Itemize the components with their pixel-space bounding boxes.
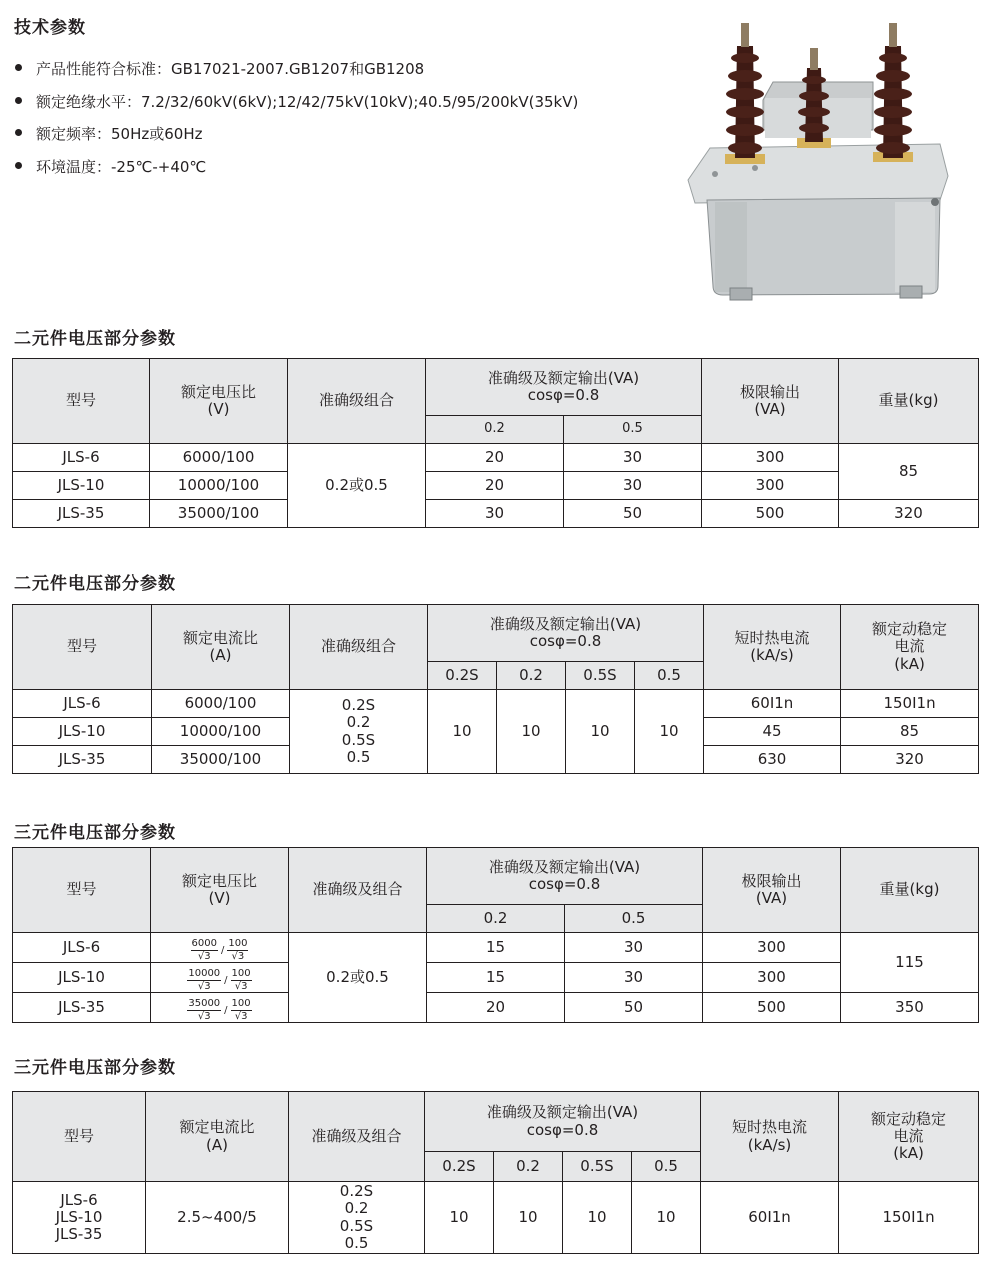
cell-output: 30	[564, 444, 702, 472]
header-limit	[703, 848, 841, 933]
subheader-class: 0.2S	[428, 662, 497, 690]
subheader-class: 0.5S	[563, 1152, 632, 1182]
header-output	[426, 359, 702, 416]
bullet-dot-icon	[15, 97, 22, 104]
cell-model: JLS-6	[13, 444, 150, 472]
class-item: 0.5S	[339, 1216, 374, 1235]
list-item	[14, 156, 578, 189]
denominator: √3	[231, 951, 245, 962]
cell-class-list	[290, 690, 428, 774]
class-item: 0.5S	[341, 730, 376, 749]
cell-class: 0.2或0.5	[289, 933, 427, 1023]
subheader-class: 0.2	[426, 416, 564, 444]
header-class: 准确级组合	[288, 359, 426, 444]
table4-title: 三元件电压部分参数	[14, 1058, 176, 1078]
insulator-right	[873, 23, 913, 162]
header-unit: (V)	[207, 400, 230, 418]
model-item: JLS-6	[60, 1190, 98, 1209]
cell-output: 15	[427, 963, 565, 993]
cell-output: 10	[428, 690, 497, 774]
header-output	[425, 1092, 701, 1152]
header-ratio	[152, 605, 290, 690]
table-two-element-current	[12, 604, 979, 774]
header-ratio	[150, 359, 288, 444]
table-three-element-current	[12, 1091, 979, 1254]
cell-model: JLS-35	[13, 500, 150, 528]
cell-output: 10	[494, 1182, 563, 1254]
cell-output: 30	[565, 933, 703, 963]
header-unit: (kA)	[893, 1144, 924, 1163]
header-model: 型号	[13, 1092, 146, 1182]
cell-dynamic: 150I1n	[841, 690, 979, 718]
cell-thermal: 630	[704, 746, 841, 774]
header-ratio	[151, 848, 289, 933]
table-row	[13, 500, 979, 528]
cell-ratio-fraction	[151, 963, 289, 993]
header-text: 额定电压比	[180, 382, 256, 401]
numerator: 100	[231, 968, 251, 979]
cell-output: 20	[426, 444, 564, 472]
numerator: 100	[228, 938, 248, 949]
header-text: 额定电压比	[181, 871, 257, 890]
subheader-class: 0.5	[632, 1152, 701, 1182]
cell-output: 10	[425, 1182, 494, 1254]
cell-output: 10	[563, 1182, 632, 1254]
cell-output: 10	[497, 690, 566, 774]
header-output	[427, 848, 703, 905]
header-text: 准确级及额定输出(VA)	[487, 368, 640, 387]
cell-weight: 320	[839, 500, 979, 528]
cell-limit: 300	[703, 963, 841, 993]
list-item	[14, 58, 578, 91]
table-row	[13, 963, 979, 993]
numerator: 35000	[188, 998, 221, 1009]
bullet-text: 环境温度：-25℃-+40℃	[36, 157, 207, 176]
class-item: 0.2S	[339, 1182, 374, 1200]
header-unit: cosφ=0.8	[527, 386, 600, 404]
cell-limit: 300	[702, 472, 839, 500]
header-ratio	[146, 1092, 289, 1182]
header-text: 短时热电流	[732, 1118, 808, 1137]
cell-output: 30	[426, 500, 564, 528]
cell-output: 10	[632, 1182, 701, 1254]
header-unit: (kA/s)	[750, 646, 794, 664]
header-output	[428, 605, 704, 662]
class-item: 0.5	[346, 747, 371, 766]
header-unit: cosφ=0.8	[529, 632, 602, 650]
subheader-class: 0.2	[497, 662, 566, 690]
header-text: 极限输出	[741, 871, 802, 890]
header-weight: 重量(kg)	[839, 359, 979, 444]
numerator: 10000	[188, 968, 221, 979]
bullet-text: 额定绝缘水平：7.2/32/60kV(6kV);12/42/75kV(10kV);40.5/95/200kV(35kV)	[36, 92, 579, 111]
class-item: 0.2	[344, 1199, 369, 1218]
subheader-class: 0.5	[565, 905, 703, 933]
subheader-class: 0.2	[427, 905, 565, 933]
cell-weight: 85	[839, 444, 979, 500]
cell-class-list	[289, 1182, 425, 1254]
header-unit: (kA/s)	[747, 1135, 792, 1154]
model-item: JLS-10	[55, 1207, 103, 1226]
header-dynamic	[841, 605, 979, 690]
cell-model: JLS-10	[13, 472, 150, 500]
table-two-element-voltage	[12, 358, 979, 528]
header-unit: (VA)	[755, 889, 788, 907]
table-header-row	[13, 359, 979, 416]
cell-dynamic: 85	[841, 718, 979, 746]
cell-thermal: 60I1n	[701, 1182, 839, 1254]
cell-models	[13, 1182, 146, 1254]
cell-ratio: 6000/100	[150, 444, 288, 472]
header-unit: cosφ=0.8	[528, 875, 601, 893]
table-row	[13, 472, 979, 500]
header-unit: (A)	[206, 1135, 228, 1154]
table-row	[13, 933, 979, 963]
header-thermal	[701, 1092, 839, 1182]
numerator: 6000	[191, 938, 217, 949]
list-item	[14, 123, 578, 156]
header-text: 电流	[894, 637, 925, 656]
cell-output: 10	[566, 690, 635, 774]
header-unit: cosφ=0.8	[526, 1120, 599, 1139]
subheader-class: 0.2S	[425, 1152, 494, 1182]
header-class: 准确级及组合	[289, 1092, 425, 1182]
cell-model: JLS-10	[13, 718, 152, 746]
cell-weight: 350	[841, 993, 979, 1023]
denominator: √3	[234, 1011, 248, 1022]
cell-limit: 300	[702, 444, 839, 472]
cell-class: 0.2或0.5	[288, 444, 426, 528]
table1-title: 二元件电压部分参数	[14, 329, 176, 349]
cell-ratio: 10000/100	[152, 718, 290, 746]
subheader-class: 0.2	[494, 1152, 563, 1182]
cell-thermal: 60I1n	[704, 690, 841, 718]
cell-output: 15	[427, 933, 565, 963]
table-row	[13, 444, 979, 472]
header-model: 型号	[13, 605, 152, 690]
header-thermal	[704, 605, 841, 690]
table2-title: 二元件电压部分参数	[14, 574, 176, 594]
numerator: 100	[231, 998, 251, 1009]
header-text: 准确级及额定输出(VA)	[488, 857, 641, 876]
cell-output: 20	[426, 472, 564, 500]
header-unit: (A)	[209, 646, 232, 664]
cell-ratio: 2.5~400/5	[146, 1182, 289, 1254]
cell-dynamic: 320	[841, 746, 979, 774]
bullet-dot-icon	[15, 129, 22, 136]
denominator: √3	[197, 1011, 211, 1022]
table-row	[13, 993, 979, 1023]
subheader-class: 0.5S	[566, 662, 635, 690]
cell-model: JLS-35	[13, 746, 152, 774]
cell-ratio: 10000/100	[150, 472, 288, 500]
cell-model: JLS-6	[13, 690, 152, 718]
cell-output: 30	[565, 963, 703, 993]
cell-output: 10	[635, 690, 704, 774]
header-text: 极限输出	[739, 382, 800, 401]
header-text: 电流	[893, 1126, 924, 1145]
table-row	[13, 1182, 979, 1254]
header-text: 额定电流比	[179, 1118, 255, 1137]
cell-output: 20	[427, 993, 565, 1023]
table-header-row	[13, 1092, 979, 1152]
cell-ratio: 35000/100	[152, 746, 290, 774]
cell-output: 50	[564, 500, 702, 528]
class-item: 0.2S	[341, 696, 376, 714]
slash: /	[224, 1004, 228, 1016]
header-text: 额定电流比	[182, 628, 258, 647]
table-row	[13, 690, 979, 718]
cell-weight: 115	[841, 933, 979, 993]
spec-bullet-list	[14, 58, 578, 188]
cell-limit: 300	[703, 933, 841, 963]
model-item: JLS-35	[55, 1225, 103, 1244]
table3-title: 三元件电压部分参数	[14, 823, 176, 843]
subheader-class: 0.5	[564, 416, 702, 444]
table-header-row	[13, 848, 979, 905]
denominator: √3	[234, 981, 248, 992]
cell-thermal: 45	[704, 718, 841, 746]
list-item	[14, 91, 578, 124]
header-text: 短时热电流	[734, 628, 810, 647]
subheader-class: 0.5	[635, 662, 704, 690]
cell-limit: 500	[702, 500, 839, 528]
section-title-technical-params: 技术参数	[14, 18, 86, 38]
header-class: 准确级组合	[290, 605, 428, 690]
denominator: √3	[197, 981, 211, 992]
header-dynamic	[839, 1092, 979, 1182]
denominator: √3	[197, 951, 211, 962]
header-class: 准确级及组合	[289, 848, 427, 933]
header-limit	[702, 359, 839, 444]
cell-ratio-fraction	[151, 993, 289, 1023]
cell-limit: 500	[703, 993, 841, 1023]
header-model: 型号	[13, 359, 150, 444]
class-item: 0.5	[344, 1233, 369, 1252]
table-header-row	[13, 605, 979, 662]
class-item: 0.2	[346, 713, 371, 732]
bullet-text: 产品性能符合标准：GB17021-2007.GB1207和GB1208	[36, 60, 425, 78]
cell-model: JLS-6	[13, 933, 151, 963]
cell-output: 50	[565, 993, 703, 1023]
cell-ratio: 6000/100	[152, 690, 290, 718]
slash: /	[220, 944, 225, 956]
header-text: 准确级及额定输出(VA)	[489, 614, 642, 633]
insulator-left	[725, 23, 765, 164]
table-three-element-voltage	[12, 847, 979, 1023]
header-text: 额定动稳定	[871, 1109, 947, 1128]
cell-dynamic: 150I1n	[839, 1182, 979, 1254]
cell-ratio-fraction	[151, 933, 289, 963]
header-unit: (VA)	[754, 400, 786, 418]
header-model: 型号	[13, 848, 151, 933]
transformer-product-image	[685, 18, 967, 310]
bullet-dot-icon	[15, 162, 22, 169]
bullet-text: 额定频率：50Hz或60Hz	[36, 125, 203, 143]
header-text: 准确级及额定输出(VA)	[486, 1103, 639, 1122]
cell-output: 30	[564, 472, 702, 500]
header-unit: (V)	[208, 889, 231, 907]
cell-model: JLS-10	[13, 963, 151, 993]
cell-model: JLS-35	[13, 993, 151, 1023]
cell-ratio: 35000/100	[150, 500, 288, 528]
bullet-dot-icon	[15, 64, 22, 71]
header-weight: 重量(kg)	[841, 848, 979, 933]
header-unit: (kA)	[894, 654, 925, 673]
header-text: 额定动稳定	[872, 620, 948, 639]
slash: /	[224, 974, 228, 986]
